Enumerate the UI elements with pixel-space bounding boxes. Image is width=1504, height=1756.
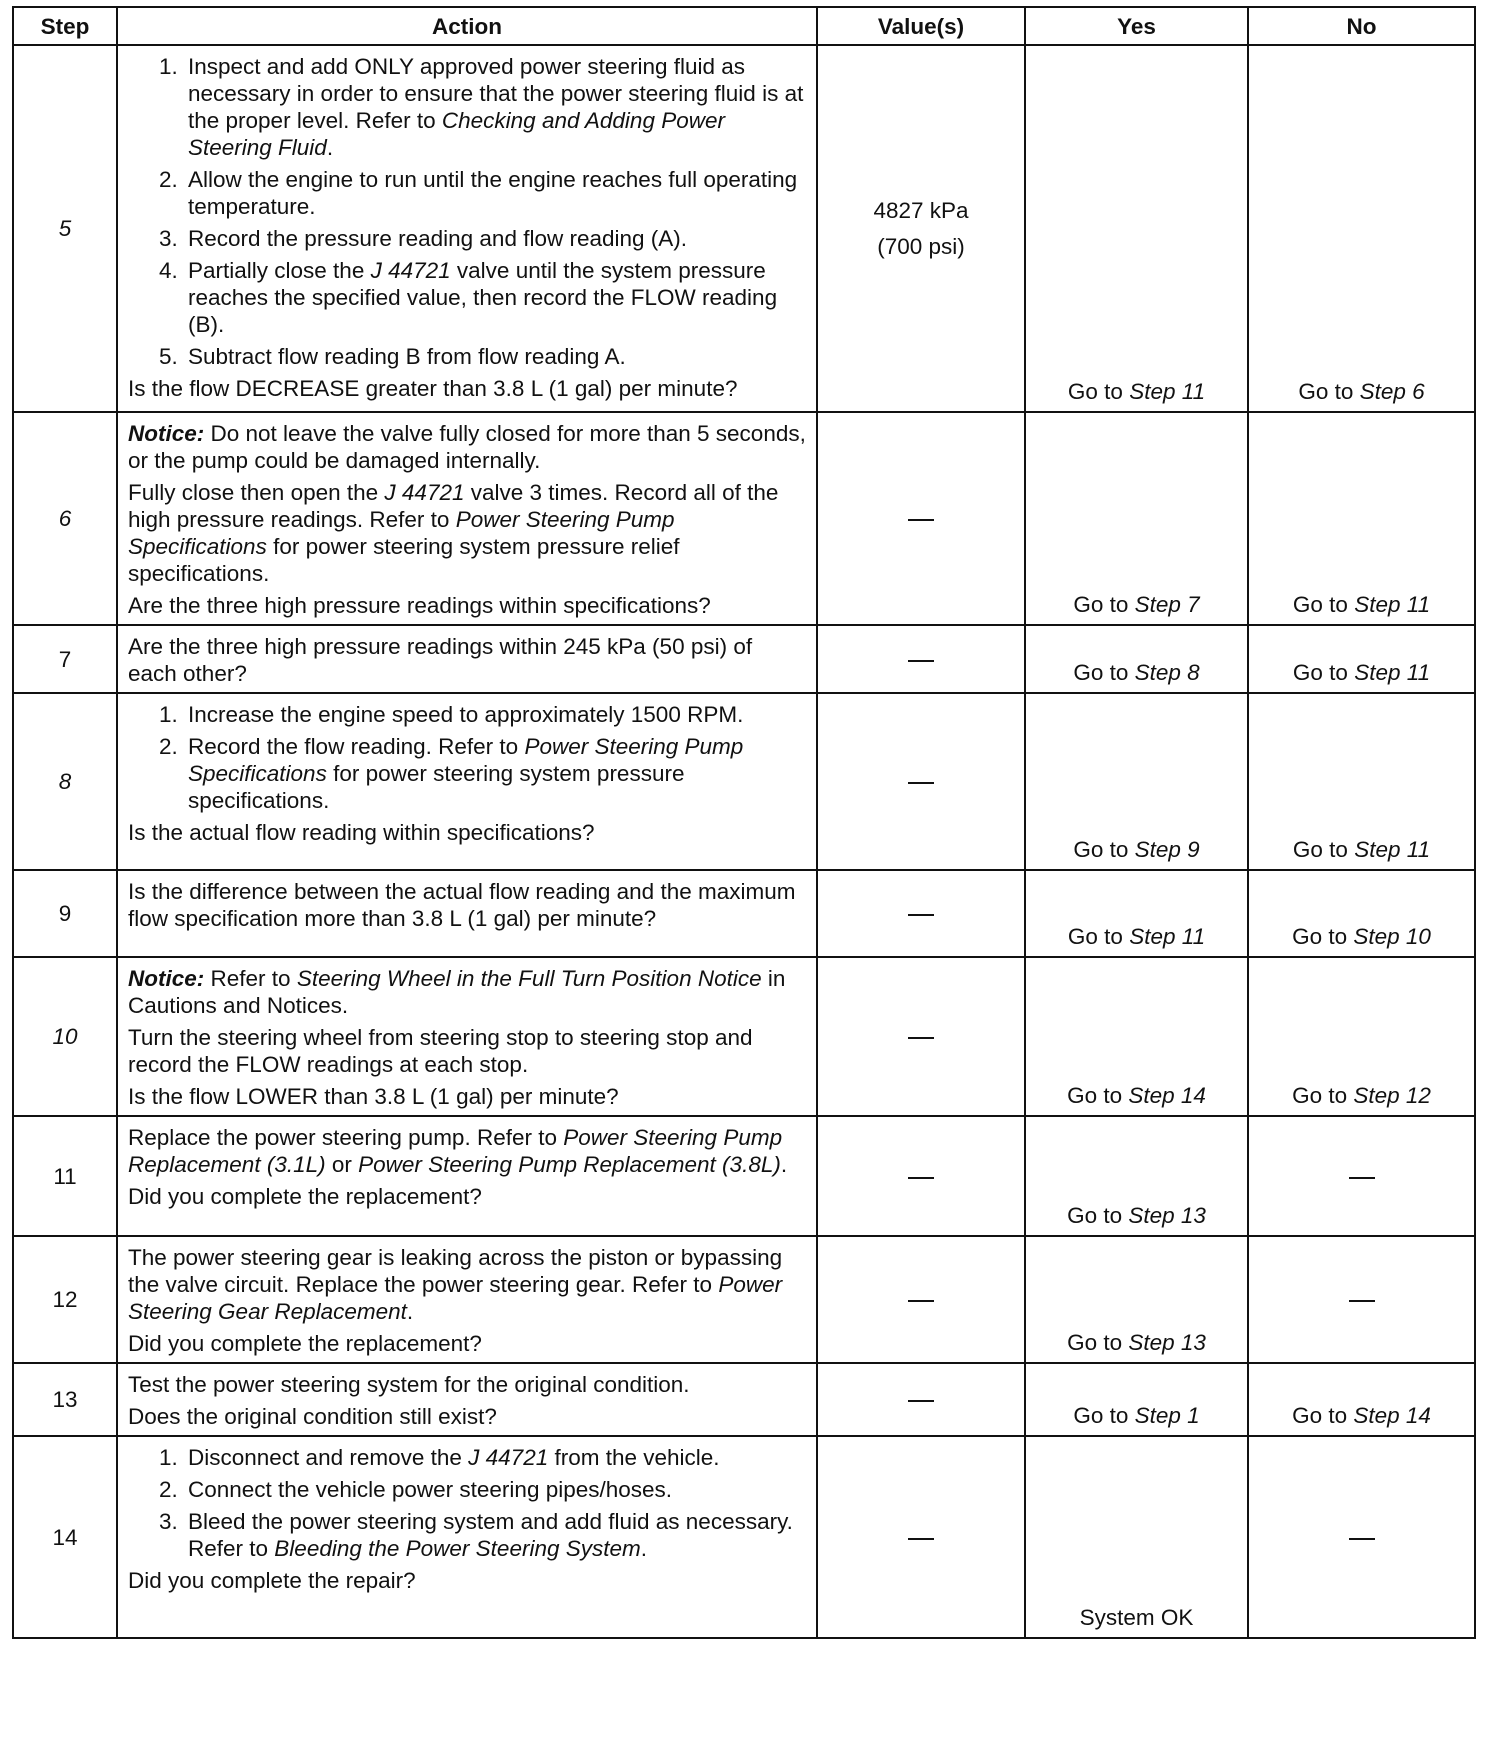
dash-value	[908, 1037, 934, 1039]
reference-link: Power Steering Gear Replacement	[128, 1272, 783, 1324]
action-text: Test the power steering system for the original condition.	[128, 1372, 690, 1397]
table-row-step-14	[13, 1436, 1475, 1638]
yes-cell: Go to Step 9	[1025, 693, 1248, 870]
goto-step-link: Step 14	[1128, 1083, 1206, 1108]
value-cell	[817, 412, 1025, 625]
goto-step-link: Step 11	[1354, 660, 1431, 685]
yes-cell: Go to Step 11	[1025, 870, 1248, 957]
no-cell: Go to Step 12	[1248, 957, 1475, 1116]
action-question: Did you complete the replacement?	[128, 1331, 482, 1356]
step-number: 12	[13, 1236, 117, 1363]
notice-text: Notice: Do not leave the valve fully closed for more than 5 seconds, or the pump could be damaged internally.	[128, 421, 806, 473]
header-no: No	[1248, 7, 1475, 45]
goto-step-link: Step 1	[1134, 1403, 1200, 1428]
value-cell	[817, 625, 1025, 693]
table-row-step-8	[13, 693, 1475, 870]
yes-cell: Go to Step 7	[1025, 412, 1248, 625]
goto-step-link: Step 13	[1128, 1330, 1206, 1355]
dash-value	[1349, 1300, 1375, 1302]
action-item: 3. Record the pressure reading and flow reading (A).	[184, 225, 806, 252]
yes-cell: Go to Step 1	[1025, 1363, 1248, 1436]
goto-step-link: Step 11	[1129, 924, 1206, 949]
dash-value	[908, 519, 934, 521]
yes-cell: Go to Step 8	[1025, 625, 1248, 693]
action-question: Are the three high pressure readings within 245 kPa (50 psi) of each other?	[128, 634, 753, 686]
notice-label: Notice:	[128, 421, 205, 446]
table-row-step-10	[13, 957, 1475, 1116]
table-row-step-12	[13, 1236, 1475, 1363]
value-cell	[817, 45, 1025, 412]
action-cell	[117, 957, 817, 1116]
yes-cell: Go to Step 13	[1025, 1236, 1248, 1363]
action-cell	[117, 870, 817, 957]
value-cell	[817, 1363, 1025, 1436]
tool-name: J 44721	[384, 480, 465, 505]
table-row-step-6	[13, 412, 1475, 625]
yes-cell: Go to Step 14	[1025, 957, 1248, 1116]
action-item: 2. Record the flow reading. Refer to Power Steering Pump Specifications for power steering system pressure specifications.	[184, 733, 806, 814]
action-question: Are the three high pressure readings within specifications?	[128, 593, 711, 618]
reference-link: Bleeding the Power Steering System	[274, 1536, 641, 1561]
action-item: 5. Subtract flow reading B from flow reading A.	[184, 343, 806, 370]
notice-text: Notice: Refer to Steering Wheel in the Full Turn Position Notice in Cautions and Notices.	[128, 966, 786, 1018]
goto-step-link: Step 11	[1129, 379, 1206, 404]
table-row-step-7	[13, 625, 1475, 693]
header-yes: Yes	[1025, 7, 1248, 45]
value-cell	[817, 957, 1025, 1116]
header-values: Value(s)	[817, 7, 1025, 45]
no-cell	[1248, 1436, 1475, 1638]
dash-value	[1349, 1177, 1375, 1179]
action-cell	[117, 1436, 817, 1638]
no-cell	[1248, 1116, 1475, 1236]
action-question: Is the difference between the actual flow reading and the maximum flow specification more than 3.8 L (1 gal) per minute?	[128, 879, 796, 931]
yes-cell: System OK	[1025, 1436, 1248, 1638]
goto-step-link: Step 14	[1353, 1403, 1431, 1428]
goto-step-link: Step 6	[1359, 379, 1425, 404]
action-item: 1. Disconnect and remove the J 44721 from the vehicle.	[184, 1444, 806, 1471]
action-question: Is the flow LOWER than 3.8 L (1 gal) per minute?	[128, 1084, 619, 1109]
reference-link: Steering Wheel in the Full Turn Position Notice	[296, 966, 762, 991]
goto-step-link: Step 11	[1354, 837, 1431, 862]
table-row-step-5	[13, 45, 1475, 412]
value-kpa: 4827 kPa	[873, 197, 969, 223]
value-cell	[817, 1116, 1025, 1236]
action-list	[128, 53, 806, 370]
goto-step-link: Step 10	[1353, 924, 1431, 949]
reference-link: Checking and Adding Power Steering Fluid	[188, 108, 725, 160]
notice-label: Notice:	[128, 966, 205, 991]
value-cell	[817, 1236, 1025, 1363]
header-step: Step	[13, 7, 117, 45]
yes-cell: Go to Step 13	[1025, 1116, 1248, 1236]
tool-name: J 44721	[468, 1445, 549, 1470]
no-cell: Go to Step 11	[1248, 693, 1475, 870]
action-item: 2. Allow the engine to run until the engine reaches full operating temperature.	[184, 166, 806, 220]
step-number: 13	[13, 1363, 117, 1436]
value-cell	[817, 693, 1025, 870]
step-number: 11	[13, 1116, 117, 1236]
table-row-step-9	[13, 870, 1475, 957]
no-cell: Go to Step 10	[1248, 870, 1475, 957]
diagnostic-page	[12, 6, 1474, 1639]
goto-step-link: Step 7	[1134, 592, 1200, 617]
dash-value	[908, 1400, 934, 1402]
table-header	[13, 7, 1475, 45]
dash-value	[908, 1538, 934, 1540]
goto-step-link: Step 12	[1353, 1083, 1431, 1108]
step-number: 8	[13, 693, 117, 870]
yes-cell: Go to Step 11	[1025, 45, 1248, 412]
action-question: Did you complete the replacement?	[128, 1184, 482, 1209]
dash-value	[908, 914, 934, 916]
action-list	[128, 701, 806, 814]
value-psi: (700 psi)	[877, 233, 965, 259]
step-number: 10	[13, 957, 117, 1116]
action-text: Replace the power steering pump. Refer to Power Steering Pump Replacement (3.1L) or Power Steering Pump Replacement (3.8L).	[128, 1125, 788, 1177]
reference-link: Power Steering Pump Specifications	[128, 507, 675, 559]
no-cell	[1248, 1236, 1475, 1363]
step-number: 14	[13, 1436, 117, 1638]
action-cell	[117, 1363, 817, 1436]
action-cell	[117, 625, 817, 693]
no-cell: Go to Step 6	[1248, 45, 1475, 412]
action-cell	[117, 693, 817, 870]
step-number: 6	[13, 412, 117, 625]
action-cell	[117, 1236, 817, 1363]
goto-step-link: Step 13	[1128, 1203, 1206, 1228]
goto-step-link: Step 8	[1134, 660, 1200, 685]
action-item: 4. Partially close the J 44721 valve until the system pressure reaches the specified value, then record the FLOW reading (B).	[184, 257, 806, 338]
dash-value	[908, 782, 934, 784]
action-item: 2. Connect the vehicle power steering pipes/hoses.	[184, 1476, 806, 1503]
table-row-step-13	[13, 1363, 1475, 1436]
action-question: Does the original condition still exist?	[128, 1404, 497, 1429]
action-question: Is the flow DECREASE greater than 3.8 L (1 gal) per minute?	[128, 376, 738, 401]
reference-link: Power Steering Pump Specifications	[188, 734, 744, 786]
action-list	[128, 1444, 806, 1562]
no-cell: Go to Step 11	[1248, 412, 1475, 625]
tool-name: J 44721	[370, 258, 451, 283]
dash-value	[908, 1300, 934, 1302]
value-cell	[817, 870, 1025, 957]
action-cell	[117, 45, 817, 412]
action-item: 1. Inspect and add ONLY approved power steering fluid as necessary in order to ensure that the power steering fluid is at the proper level. Refer to Checking and Adding Power Steering Fluid.	[184, 53, 806, 161]
value-cell	[817, 1436, 1025, 1638]
action-item: 1. Increase the engine speed to approximately 1500 RPM.	[184, 701, 806, 728]
step-number: 5	[13, 45, 117, 412]
action-cell	[117, 412, 817, 625]
step-number: 7	[13, 625, 117, 693]
no-cell: Go to Step 14	[1248, 1363, 1475, 1436]
reference-link: Power Steering Pump Replacement (3.1L)	[128, 1125, 783, 1177]
goto-step-link: Step 9	[1134, 837, 1200, 862]
action-item: 3. Bleed the power steering system and add fluid as necessary. Refer to Bleeding the Power Steering System.	[184, 1508, 806, 1562]
diagnostic-table	[12, 6, 1476, 1639]
action-text: Fully close then open the J 44721 valve 3 times. Record all of the high pressure readings. Refer to Power Steering Pump Specifications for power steering system pressure relief specifications.	[128, 480, 779, 586]
dash-value	[908, 660, 934, 662]
dash-value	[1349, 1538, 1375, 1540]
step-number: 9	[13, 870, 117, 957]
action-text: The power steering gear is leaking across the piston or bypassing the valve circuit. Replace the power steering gear. Refer to Power Steering Gear Replacement.	[128, 1245, 783, 1324]
reference-link: Power Steering Pump Replacement (3.8L)	[358, 1152, 781, 1177]
action-question: Did you complete the repair?	[128, 1568, 416, 1593]
no-cell: Go to Step 11	[1248, 625, 1475, 693]
goto-step-link: Step 11	[1354, 592, 1431, 617]
action-cell	[117, 1116, 817, 1236]
action-question: Is the actual flow reading within specifications?	[128, 820, 595, 845]
table-row-step-11	[13, 1116, 1475, 1236]
header-action: Action	[117, 7, 817, 45]
dash-value	[908, 1177, 934, 1179]
action-text: Turn the steering wheel from steering stop to steering stop and record the FLOW readings at each stop.	[128, 1025, 753, 1077]
